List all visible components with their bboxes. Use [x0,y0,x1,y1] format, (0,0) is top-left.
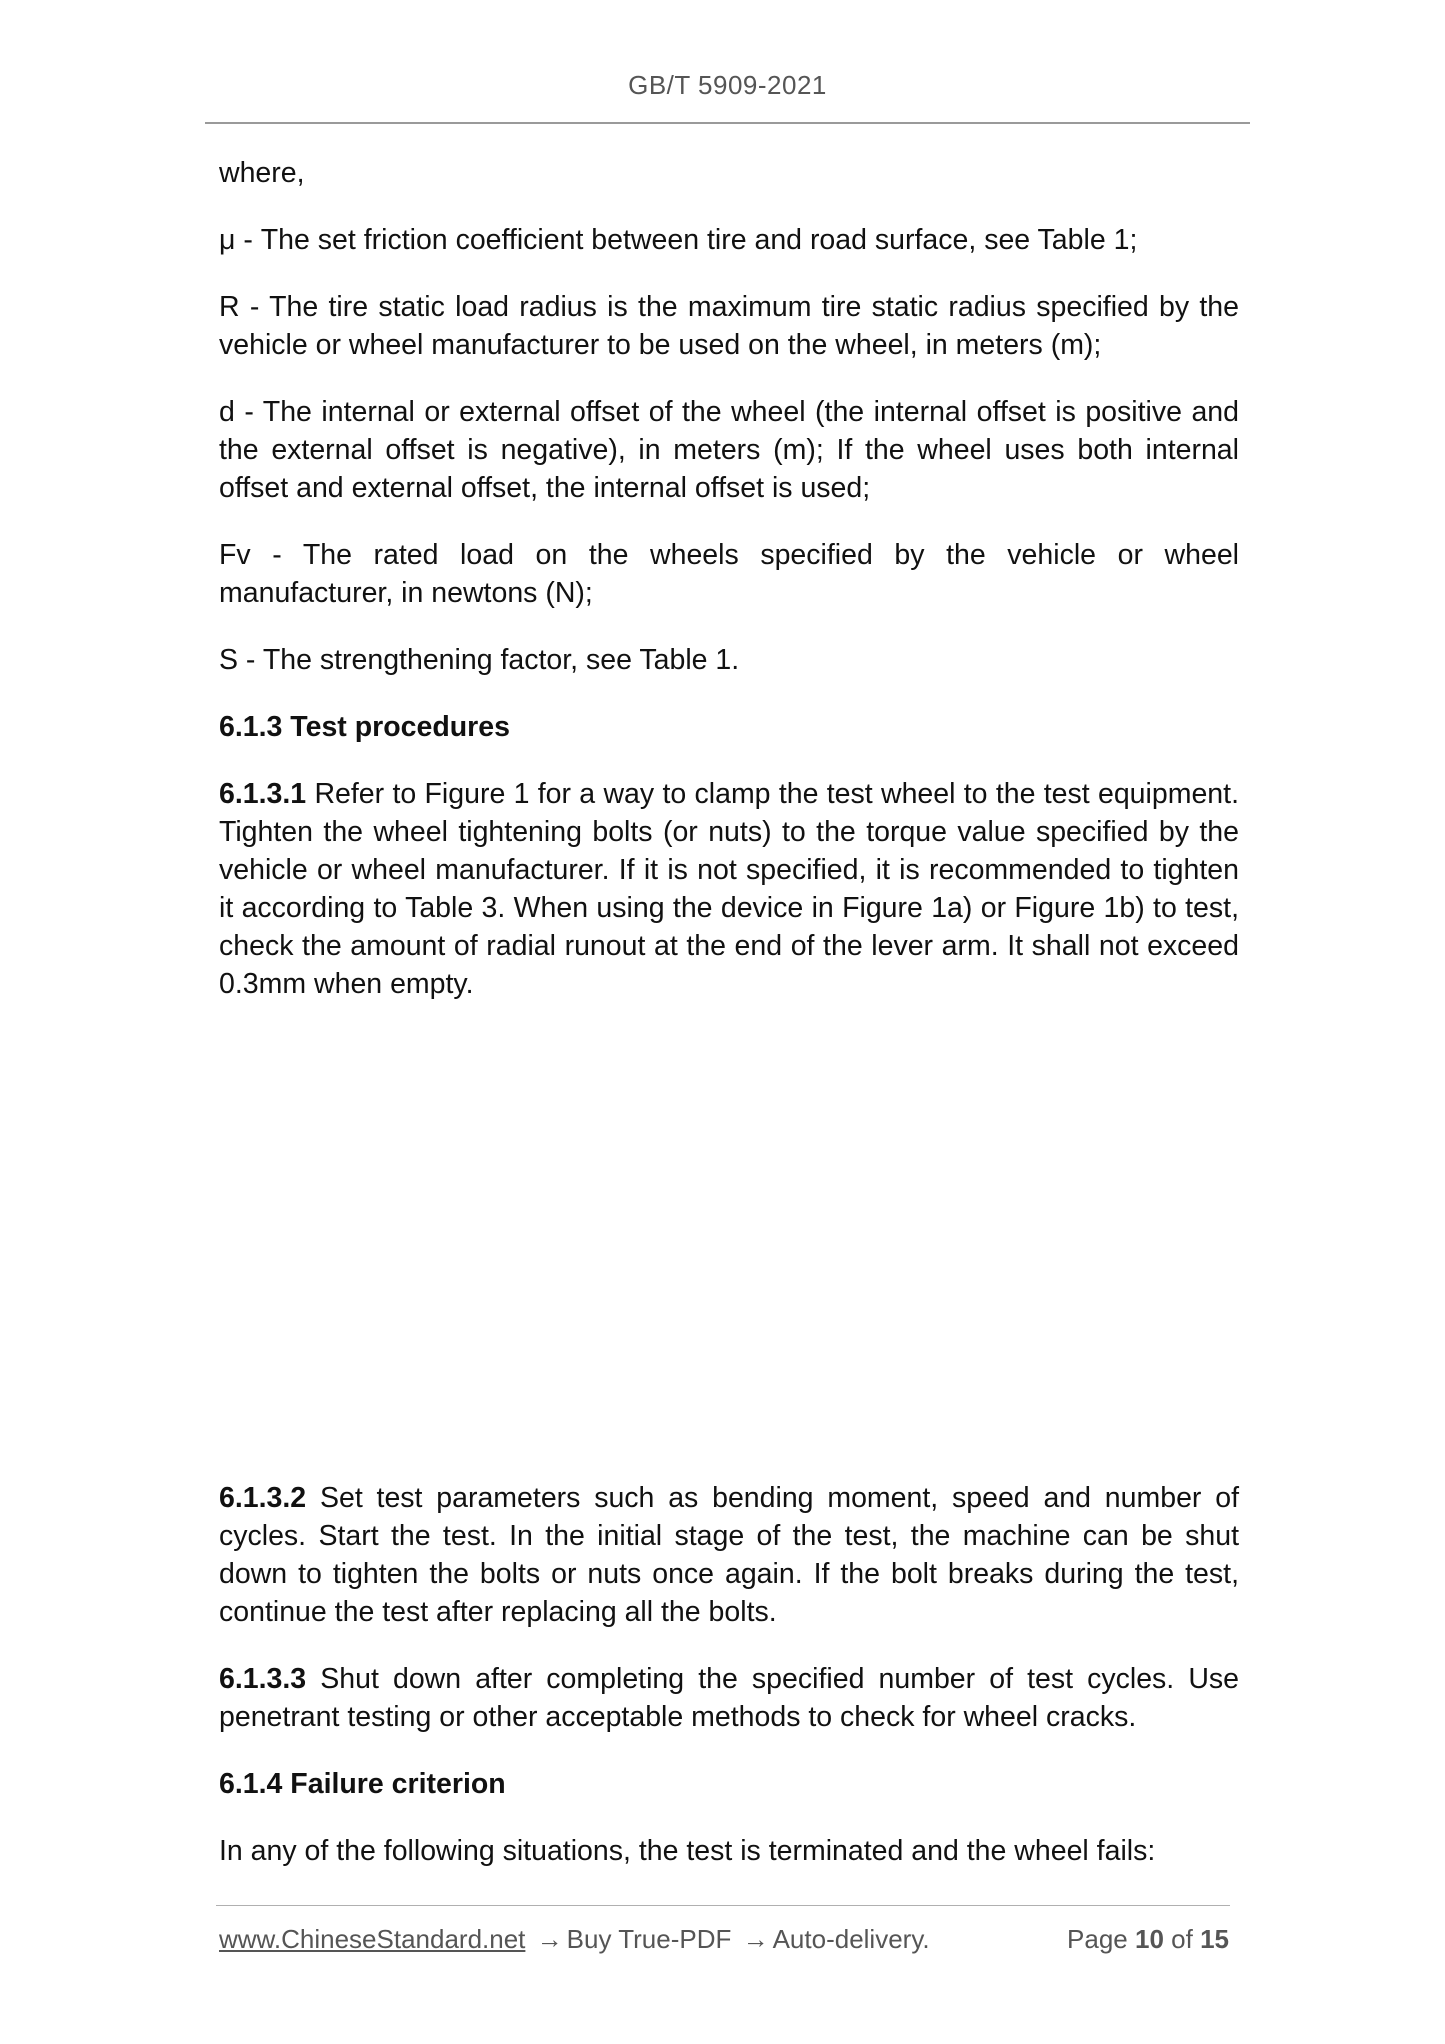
page-number-info [1067,1920,1229,1958]
clause-text: Refer to Figure 1 for a way to clamp the test wheel to the test equipment. Tighten the wheel tightening bolts (or nuts) to the torque value specified by the vehicle or wheel manufacturer. If it is not specified, it is recommended to tighten it according to Table 3. When using the device in Figure 1a) or Figure 1b) to test, check the amount of radial runout at the end of the lever arm. It shall not exceed 0.3mm when empty. [219,778,1239,1000]
clause-text: Set test parameters such as bending moment, speed and number of cycles. Start the test. In the initial stage of the test, the machine can be shut down to tighten the bolts or nuts once again. If the bolt breaks during the test, continue the test after replacing all the bolts. [219,1482,1239,1628]
clause-number: 6.1.3.1 [219,778,307,810]
site-link[interactable]: www.ChineseStandard.net [219,1924,526,1954]
header-divider [205,122,1250,124]
buy-text: Buy True-PDF [566,1924,732,1954]
definition-r: R - The tire static load radius is the maximum tire static radius specified by the vehicle or wheel manufacturer to be used on the wheel, in meters (m); [219,291,1239,361]
arrow-right-icon: → [742,1924,769,1954]
clause-number: 6.1.3.3 [219,1663,307,1695]
page-current: 10 [1135,1924,1164,1954]
figure-blank-area [219,1032,1239,1479]
clause-6-1-3-1 [219,775,1239,1003]
section-heading-failure-criterion: 6.1.4 Failure criterion [219,1768,506,1800]
footer-divider [216,1905,1230,1906]
page-footer [219,1920,1229,1958]
clause-text: Shut down after completing the specified number of test cycles. Use penetrant testing or other acceptable methods to check for wheel cracks. [219,1663,1239,1733]
page-label: Page [1067,1924,1128,1954]
page-of: of [1171,1924,1193,1954]
section-heading-test-procedures: 6.1.3 Test procedures [219,711,510,743]
definition-s: S - The strengthening factor, see Table 1. [219,644,740,676]
delivery-text: Auto-delivery. [772,1924,930,1954]
clause-6-1-3-2 [219,1479,1239,1631]
definition-fv: Fv - The rated load on the wheels specified by the vehicle or wheel manufacturer, in newtons (N); [219,539,1239,609]
failure-intro: In any of the following situations, the test is terminated and the wheel fails: [219,1835,1156,1867]
definition-mu: μ - The set friction coefficient between tire and road surface, see Table 1; [219,224,1138,256]
definition-d: d - The internal or external offset of the wheel (the internal offset is positive and the external offset is negative), in meters (m); If the wheel uses both internal offset and external offset, the internal offset is used; [219,396,1239,504]
page-total: 15 [1200,1924,1229,1954]
clause-6-1-3-3 [219,1660,1239,1736]
document-body [219,154,1239,1899]
arrow-right-icon: → [536,1924,563,1954]
where-label: where, [219,157,305,189]
page-header-standard-code: GB/T 5909-2021 [628,70,827,100]
clause-number: 6.1.3.2 [219,1482,307,1514]
